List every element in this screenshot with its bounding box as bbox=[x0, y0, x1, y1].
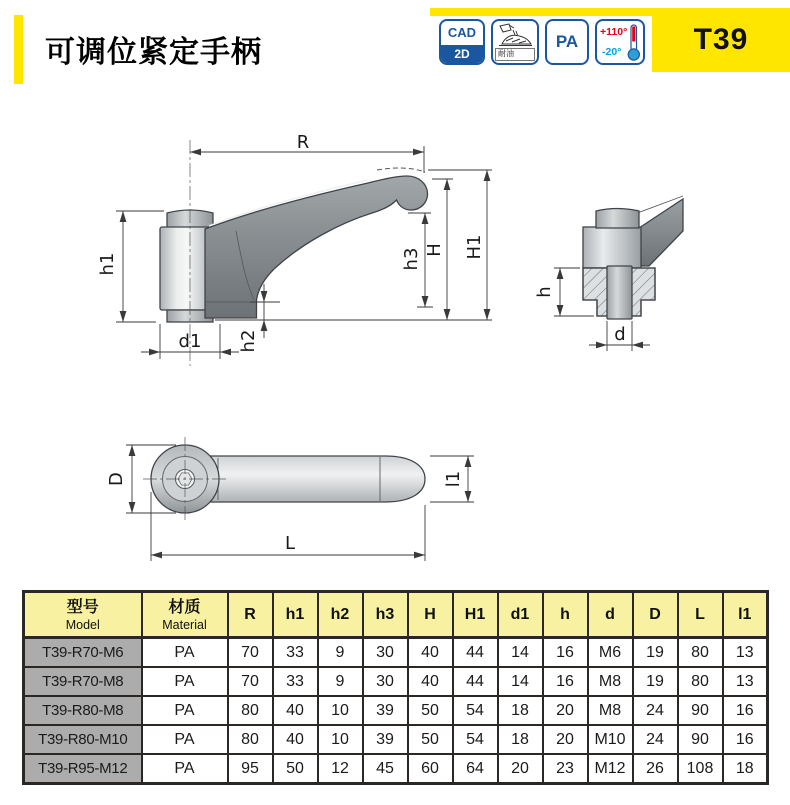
value-cell: 30 bbox=[363, 638, 408, 668]
value-cell: 9 bbox=[318, 667, 363, 696]
material-cell: PA bbox=[142, 696, 228, 725]
table-row bbox=[24, 725, 768, 754]
table-row bbox=[24, 754, 768, 784]
value-cell: 39 bbox=[363, 696, 408, 725]
value-cell: 90 bbox=[678, 725, 723, 754]
oil-can-icon bbox=[494, 22, 536, 50]
value-cell: 16 bbox=[543, 638, 588, 668]
value-cell: 50 bbox=[273, 754, 318, 784]
page-title: 可调位紧定手柄 bbox=[45, 36, 262, 69]
value-cell: 108 bbox=[678, 754, 723, 784]
part-number: T39 bbox=[652, 8, 790, 72]
section-view-drawing bbox=[533, 183, 698, 363]
dim-H1: H1 bbox=[464, 234, 485, 260]
material-cell: PA bbox=[142, 638, 228, 668]
value-cell: 20 bbox=[543, 696, 588, 725]
col-header-l1: l1 bbox=[723, 592, 768, 638]
value-cell: 14 bbox=[498, 638, 543, 668]
spec-table-body bbox=[24, 638, 768, 784]
table-row bbox=[24, 638, 768, 668]
value-cell: 19 bbox=[633, 667, 678, 696]
dim-h: h bbox=[534, 286, 555, 298]
col-header-D: D bbox=[633, 592, 678, 638]
oil-resistant-badge bbox=[491, 19, 539, 65]
model-cell: T39-R95-M12 bbox=[24, 754, 142, 784]
value-cell: 80 bbox=[228, 696, 273, 725]
value-cell: 10 bbox=[318, 725, 363, 754]
model-cell: T39-R70-M6 bbox=[24, 638, 142, 668]
col-header-h: h bbox=[543, 592, 588, 638]
value-cell: 40 bbox=[273, 696, 318, 725]
value-cell: 9 bbox=[318, 638, 363, 668]
value-cell: 44 bbox=[453, 667, 498, 696]
value-cell: 24 bbox=[633, 725, 678, 754]
value-cell: 18 bbox=[723, 754, 768, 784]
value-cell: 33 bbox=[273, 638, 318, 668]
accent-bar bbox=[14, 15, 23, 84]
value-cell: 13 bbox=[723, 667, 768, 696]
badge-row bbox=[439, 19, 645, 65]
value-cell: M12 bbox=[588, 754, 633, 784]
model-cell: T39-R80-M10 bbox=[24, 725, 142, 754]
value-cell: 80 bbox=[228, 725, 273, 754]
value-cell: 95 bbox=[228, 754, 273, 784]
top-view-drawing bbox=[103, 423, 488, 578]
col-header-h2: h2 bbox=[318, 592, 363, 638]
value-cell: 40 bbox=[408, 667, 453, 696]
value-cell: 18 bbox=[498, 696, 543, 725]
value-cell: 33 bbox=[273, 667, 318, 696]
value-cell: 45 bbox=[363, 754, 408, 784]
thermometer-icon bbox=[626, 23, 641, 61]
model-cell: T39-R70-M8 bbox=[24, 667, 142, 696]
value-cell: 40 bbox=[408, 638, 453, 668]
temp-high-label: +110° bbox=[600, 26, 628, 38]
value-cell: 23 bbox=[543, 754, 588, 784]
col-header-h1: h1 bbox=[273, 592, 318, 638]
value-cell: 12 bbox=[318, 754, 363, 784]
table-row bbox=[24, 696, 768, 725]
value-cell: M8 bbox=[588, 667, 633, 696]
dim-D: D bbox=[106, 472, 127, 486]
value-cell: 80 bbox=[678, 638, 723, 668]
side-view-drawing bbox=[58, 128, 508, 378]
dim-H: H bbox=[424, 243, 445, 257]
dim-h1: h1 bbox=[97, 252, 118, 276]
value-cell: 54 bbox=[453, 696, 498, 725]
material-cell: PA bbox=[142, 667, 228, 696]
dim-l1: l1 bbox=[443, 470, 464, 488]
material-cell: PA bbox=[142, 754, 228, 784]
value-cell: 50 bbox=[408, 725, 453, 754]
dim-h3: h3 bbox=[401, 247, 422, 271]
temp-low-label: -20° bbox=[602, 46, 622, 58]
value-cell: 80 bbox=[678, 667, 723, 696]
col-header-h3: h3 bbox=[363, 592, 408, 638]
value-cell: 50 bbox=[408, 696, 453, 725]
section-view-part bbox=[583, 196, 683, 319]
value-cell: 64 bbox=[453, 754, 498, 784]
model-cell: T39-R80-M8 bbox=[24, 696, 142, 725]
spec-table-head bbox=[24, 592, 768, 638]
table-row bbox=[24, 667, 768, 696]
value-cell: M8 bbox=[588, 696, 633, 725]
dim-R: R bbox=[296, 132, 310, 153]
value-cell: 14 bbox=[498, 667, 543, 696]
spec-table-header-row bbox=[24, 592, 768, 638]
col-header: 型号 Model bbox=[24, 592, 142, 638]
dim-d1: d1 bbox=[178, 331, 202, 352]
dim-d: d bbox=[614, 324, 626, 345]
spec-table bbox=[22, 590, 769, 785]
value-cell: 30 bbox=[363, 667, 408, 696]
col-header-H1: H1 bbox=[453, 592, 498, 638]
value-cell: 70 bbox=[228, 638, 273, 668]
value-cell: 40 bbox=[273, 725, 318, 754]
value-cell: 20 bbox=[543, 725, 588, 754]
col-header-d1: d1 bbox=[498, 592, 543, 638]
value-cell: 10 bbox=[318, 696, 363, 725]
value-cell: 19 bbox=[633, 638, 678, 668]
value-cell: 16 bbox=[723, 696, 768, 725]
value-cell: 39 bbox=[363, 725, 408, 754]
value-cell: 18 bbox=[498, 725, 543, 754]
value-cell: 70 bbox=[228, 667, 273, 696]
col-header-d: d bbox=[588, 592, 633, 638]
dim-L: L bbox=[284, 533, 296, 554]
value-cell: 90 bbox=[678, 696, 723, 725]
value-cell: 54 bbox=[453, 725, 498, 754]
value-cell: 26 bbox=[633, 754, 678, 784]
cad-2d-label: 2D bbox=[441, 45, 483, 63]
value-cell: 44 bbox=[453, 638, 498, 668]
col-header-L: L bbox=[678, 592, 723, 638]
value-cell: M10 bbox=[588, 725, 633, 754]
value-cell: 16 bbox=[723, 725, 768, 754]
cad-2d-badge bbox=[439, 19, 485, 65]
side-view-part bbox=[160, 168, 428, 322]
value-cell: M6 bbox=[588, 638, 633, 668]
temperature-range-badge bbox=[595, 19, 645, 65]
value-cell: 24 bbox=[633, 696, 678, 725]
pa-material-badge: PA bbox=[545, 19, 589, 65]
col-header: 材质 Material bbox=[142, 592, 228, 638]
top-view-part bbox=[143, 437, 425, 521]
dim-h2: h2 bbox=[238, 329, 259, 353]
col-header-R: R bbox=[228, 592, 273, 638]
oil-resistant-label: 耐油 bbox=[495, 48, 535, 61]
value-cell: 16 bbox=[543, 667, 588, 696]
col-header-H: H bbox=[408, 592, 453, 638]
value-cell: 60 bbox=[408, 754, 453, 784]
cad-label: CAD bbox=[447, 25, 477, 40]
material-cell: PA bbox=[142, 725, 228, 754]
value-cell: 13 bbox=[723, 638, 768, 668]
value-cell: 20 bbox=[498, 754, 543, 784]
